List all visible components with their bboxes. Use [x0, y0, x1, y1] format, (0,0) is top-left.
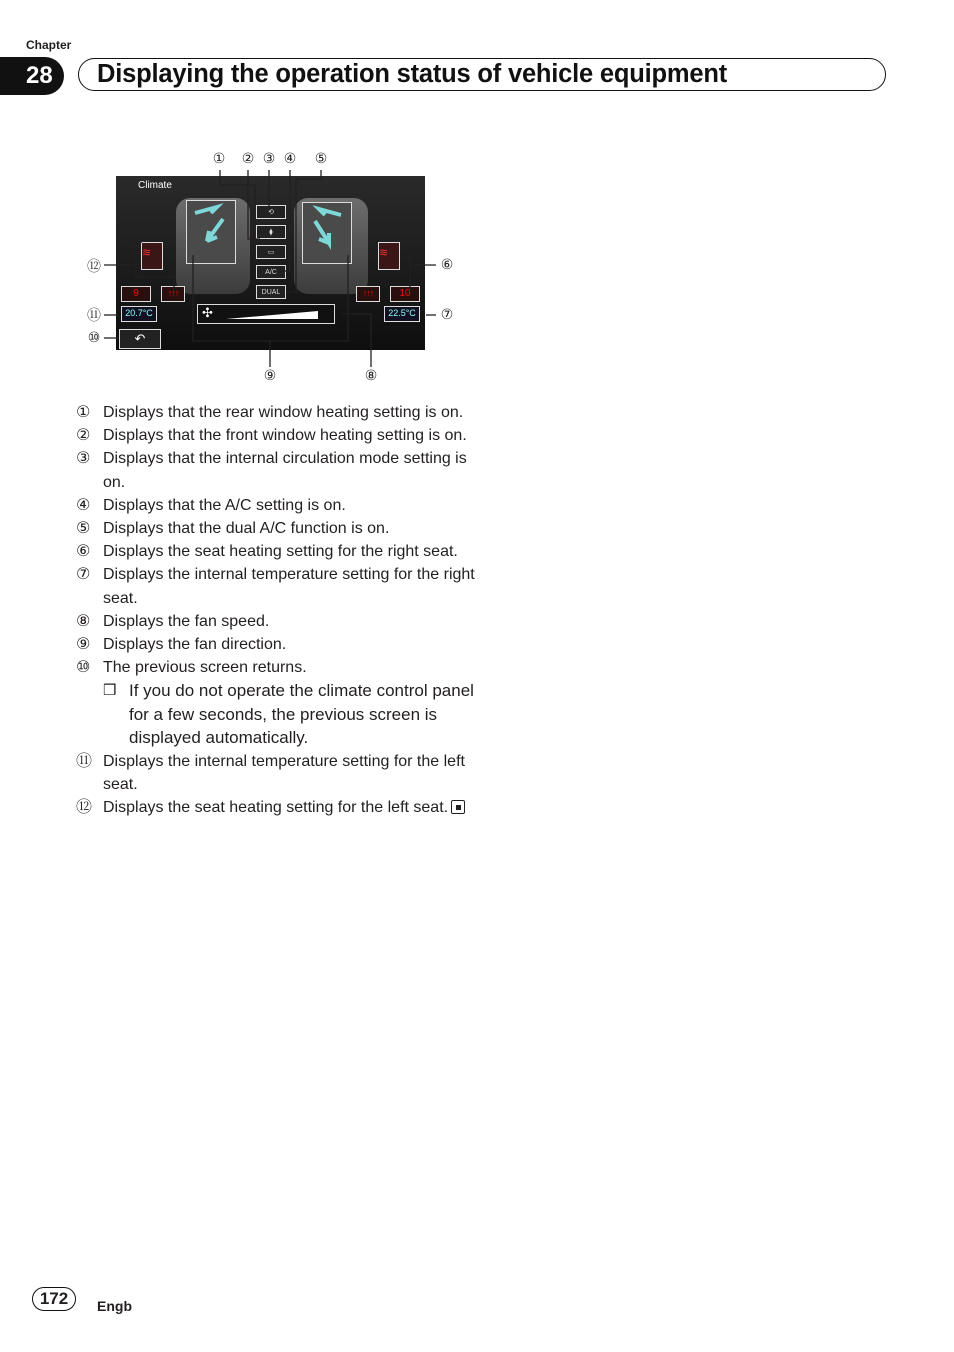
- list-item: ⑨ Displays the fan direction.: [76, 636, 287, 654]
- list-item: ⑩ The previous screen returns.: [76, 659, 307, 677]
- rear-defrost-icon: ▭: [267, 249, 275, 256]
- list-item: ⑫ Displays the seat heating setting for the left seat.: [76, 796, 476, 819]
- callout-lines: [80, 145, 470, 390]
- callout-4: ④: [283, 150, 297, 166]
- left-seat-level: 9: [121, 286, 151, 302]
- list-item: ① Displays that the rear window heating setting is on.: [76, 404, 464, 421]
- list-item: ② Displays that the front window heating setting is on.: [76, 427, 467, 445]
- list-item: ⑦ Displays the internal temperature setting for the right seat.: [76, 566, 475, 607]
- list-item: ⑧ Displays the fan speed.: [76, 612, 270, 630]
- callout-1: ①: [212, 150, 226, 166]
- list-item: ⑤ Displays that the dual A/C function is on.: [76, 520, 390, 538]
- callout-10: ⑩: [87, 329, 101, 345]
- callout-5: ⑤: [314, 150, 328, 166]
- language-code: Engb: [97, 1298, 132, 1314]
- end-of-section-icon: [451, 800, 465, 814]
- right-seat-level: 10: [390, 286, 420, 302]
- left-seat-heat-arrows: ↑↑↑: [161, 286, 185, 302]
- dual-indicator: DUAL: [256, 285, 286, 299]
- list-item: ④ Displays that the A/C setting is on.: [76, 496, 346, 514]
- back-button[interactable]: ↶: [119, 329, 161, 349]
- list-item: ③ Displays that the internal circulation mode setting is on.: [76, 450, 467, 491]
- callout-8: ⑧: [364, 367, 378, 383]
- left-temperature: 20.7°C: [121, 306, 157, 322]
- callout-12: ⑫: [87, 258, 101, 274]
- note: ❒ If you do not operate the climate control panel for a few seconds, the previous screen is displayed automatically.: [103, 679, 476, 750]
- callout-9: ⑨: [263, 367, 277, 383]
- fan-icon: ✣: [202, 305, 213, 320]
- page-title: Displaying the operation status of vehicle equipment: [97, 60, 728, 88]
- page-number: 172: [32, 1287, 76, 1311]
- callout-11: ⑪: [87, 307, 101, 323]
- note-marker: ❒: [103, 682, 117, 700]
- ac-indicator: A/C: [256, 265, 286, 279]
- chapter-label: Chapter: [26, 38, 72, 52]
- seat-heat-icon: ≋: [142, 247, 152, 259]
- callout-6: ⑥: [440, 256, 454, 272]
- chapter-number-tab: 28: [0, 57, 64, 95]
- seat-heat-icon: ≋: [379, 247, 389, 259]
- list-item: ⑪ Displays the internal temperature setting for the left seat.: [76, 752, 465, 794]
- callout-descriptions: [76, 401, 476, 820]
- screen-title: Climate: [138, 180, 172, 191]
- front-defrost-icon: ⧫: [269, 229, 273, 236]
- right-seat-heat-arrows: ↑↑↑: [356, 286, 380, 302]
- right-temperature: 22.5°C: [384, 306, 420, 322]
- callout-3: ③: [262, 150, 276, 166]
- list-item: ⑥ Displays the seat heating setting for the right seat.: [76, 543, 458, 561]
- callout-2: ②: [241, 150, 255, 166]
- climate-figure: [80, 145, 470, 390]
- callout-7: ⑦: [440, 306, 454, 322]
- recirculation-icon: ⟲: [268, 209, 274, 216]
